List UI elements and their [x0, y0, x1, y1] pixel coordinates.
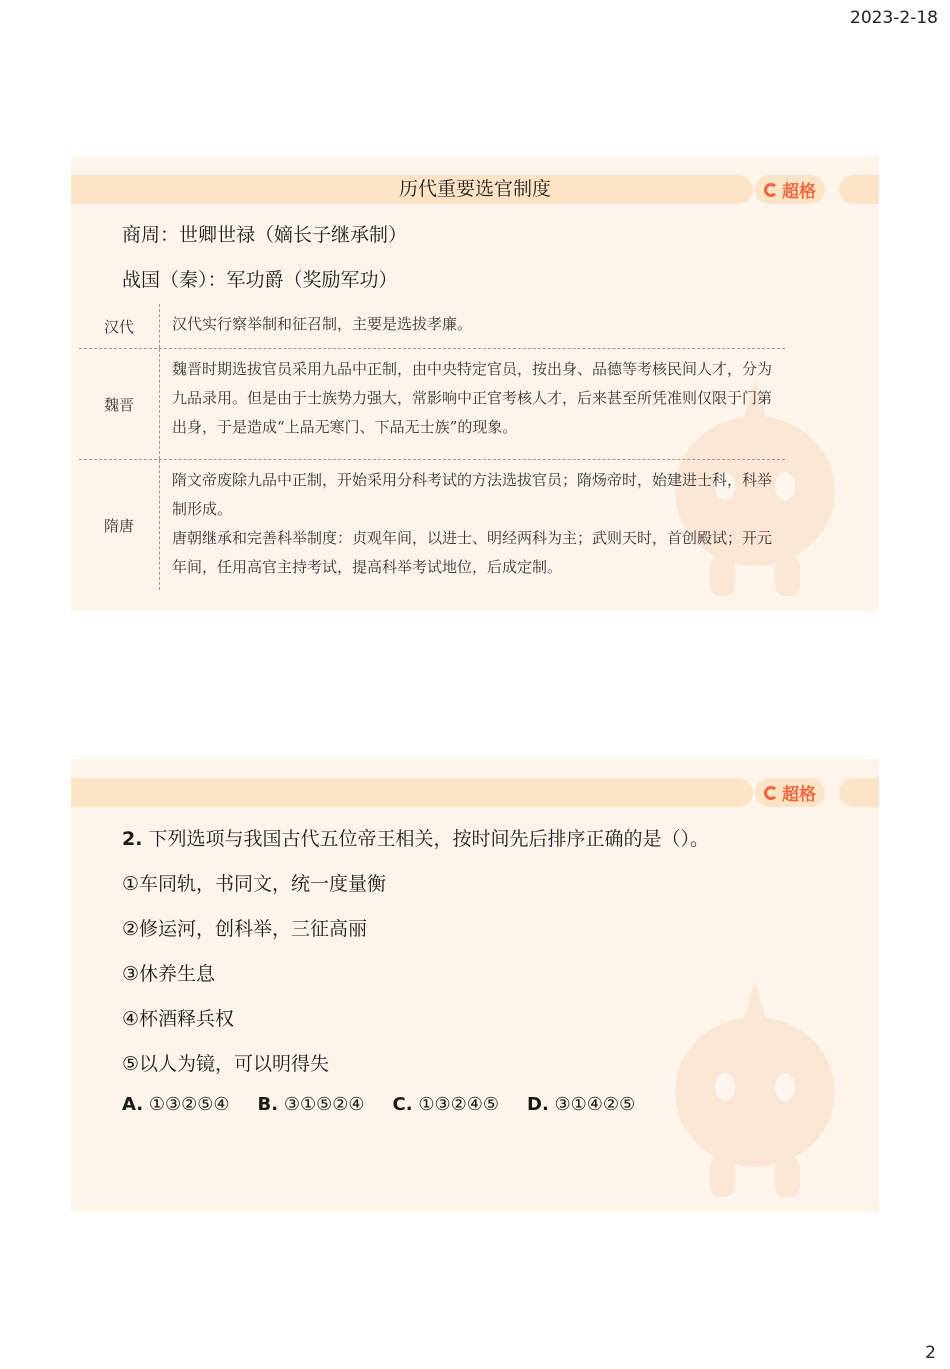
option-text: ③①⑤②④: [283, 1094, 365, 1115]
option-text: ①③②④⑤: [418, 1094, 499, 1115]
logo-text: 超格: [782, 182, 816, 202]
question-item: ②修运河，创科举，三征高丽: [122, 918, 368, 940]
option-text: ①③②⑤④: [148, 1094, 230, 1115]
question-number: 2.: [122, 828, 143, 850]
question-item: ④杯酒释兵权: [122, 1008, 235, 1030]
option-letter: C.: [392, 1094, 413, 1115]
table-row: [79, 349, 785, 460]
answer-options: [122, 1094, 635, 1115]
option-b[interactable]: [258, 1094, 365, 1115]
era-cell: 隋唐: [79, 460, 160, 590]
banner-tail: [839, 778, 879, 807]
era-cell: 魏晋: [79, 349, 160, 459]
desc-text: 唐朝继承和完善科举制度：贞观年间，以进士、明经两科为主；武则天时，首创殿试；开元年间，任用高官主持考试，提高科举考试地位，后成定制。: [172, 529, 773, 576]
slide-title: 历代重要选官制度: [398, 178, 551, 200]
dynasty-table: [79, 304, 785, 590]
desc-text: 魏晋时期选拔官员采用九品中正制，由中央特定官员，按出身、品德等考核民间人才，分为九品录用。但是由于士族势力强大，常影响中正官考核人才，后来甚至所凭准则仅限于门第出身，于是造成“上品无寒门、下品无士族”的现象。: [172, 360, 773, 436]
desc-text: 隋文帝废除九品中正制，开始采用分科考试的方法选拔官员；隋炀帝时，始建进士科，科举制形成。: [172, 471, 773, 518]
logo-g-icon: [764, 183, 778, 197]
question-item: ①车同轨，书同文，统一度量衡: [122, 873, 387, 895]
desc-cell: [160, 304, 785, 348]
option-a[interactable]: [122, 1094, 230, 1115]
option-text: ③①④②⑤: [554, 1094, 636, 1115]
slide-question: [71, 759, 879, 1212]
brand-logo: [755, 175, 825, 204]
option-c[interactable]: [393, 1094, 499, 1115]
option-letter: A.: [122, 1094, 144, 1115]
text-line-zhanguo: 战国（秦）：军功爵（奖励军功）: [122, 269, 398, 291]
question-item: ③休养生息: [122, 963, 216, 985]
option-d[interactable]: [527, 1094, 635, 1115]
brand-logo: [755, 778, 825, 807]
table-row: [79, 460, 785, 590]
option-letter: D.: [527, 1094, 549, 1115]
era-cell: 汉代: [79, 304, 160, 348]
option-letter: B.: [257, 1094, 279, 1115]
title-banner: [71, 778, 753, 807]
question-item: ⑤以人为镜，可以明得失: [122, 1053, 330, 1075]
logo-g-icon: [764, 786, 778, 800]
desc-cell: [160, 349, 785, 459]
page-number: 2: [925, 1343, 936, 1363]
question-text: 下列选项与我国古代五位帝王相关，按时间先后排序正确的是（）。: [148, 828, 710, 850]
slide-selection-systems: [71, 156, 879, 611]
date-label: 2023-2-18: [850, 8, 938, 28]
banner-tail: [839, 175, 879, 204]
question-stem: [122, 824, 709, 851]
logo-text: 超格: [782, 785, 816, 805]
table-row: [79, 304, 785, 349]
desc-cell: [160, 460, 785, 590]
mascot-icon: [655, 972, 855, 1202]
text-line-shangzhou: 商周：世卿世禄（嫡长子继承制）: [122, 224, 408, 246]
desc-text: 汉代实行察举制和征召制，主要是选拔孝廉。: [172, 315, 473, 333]
